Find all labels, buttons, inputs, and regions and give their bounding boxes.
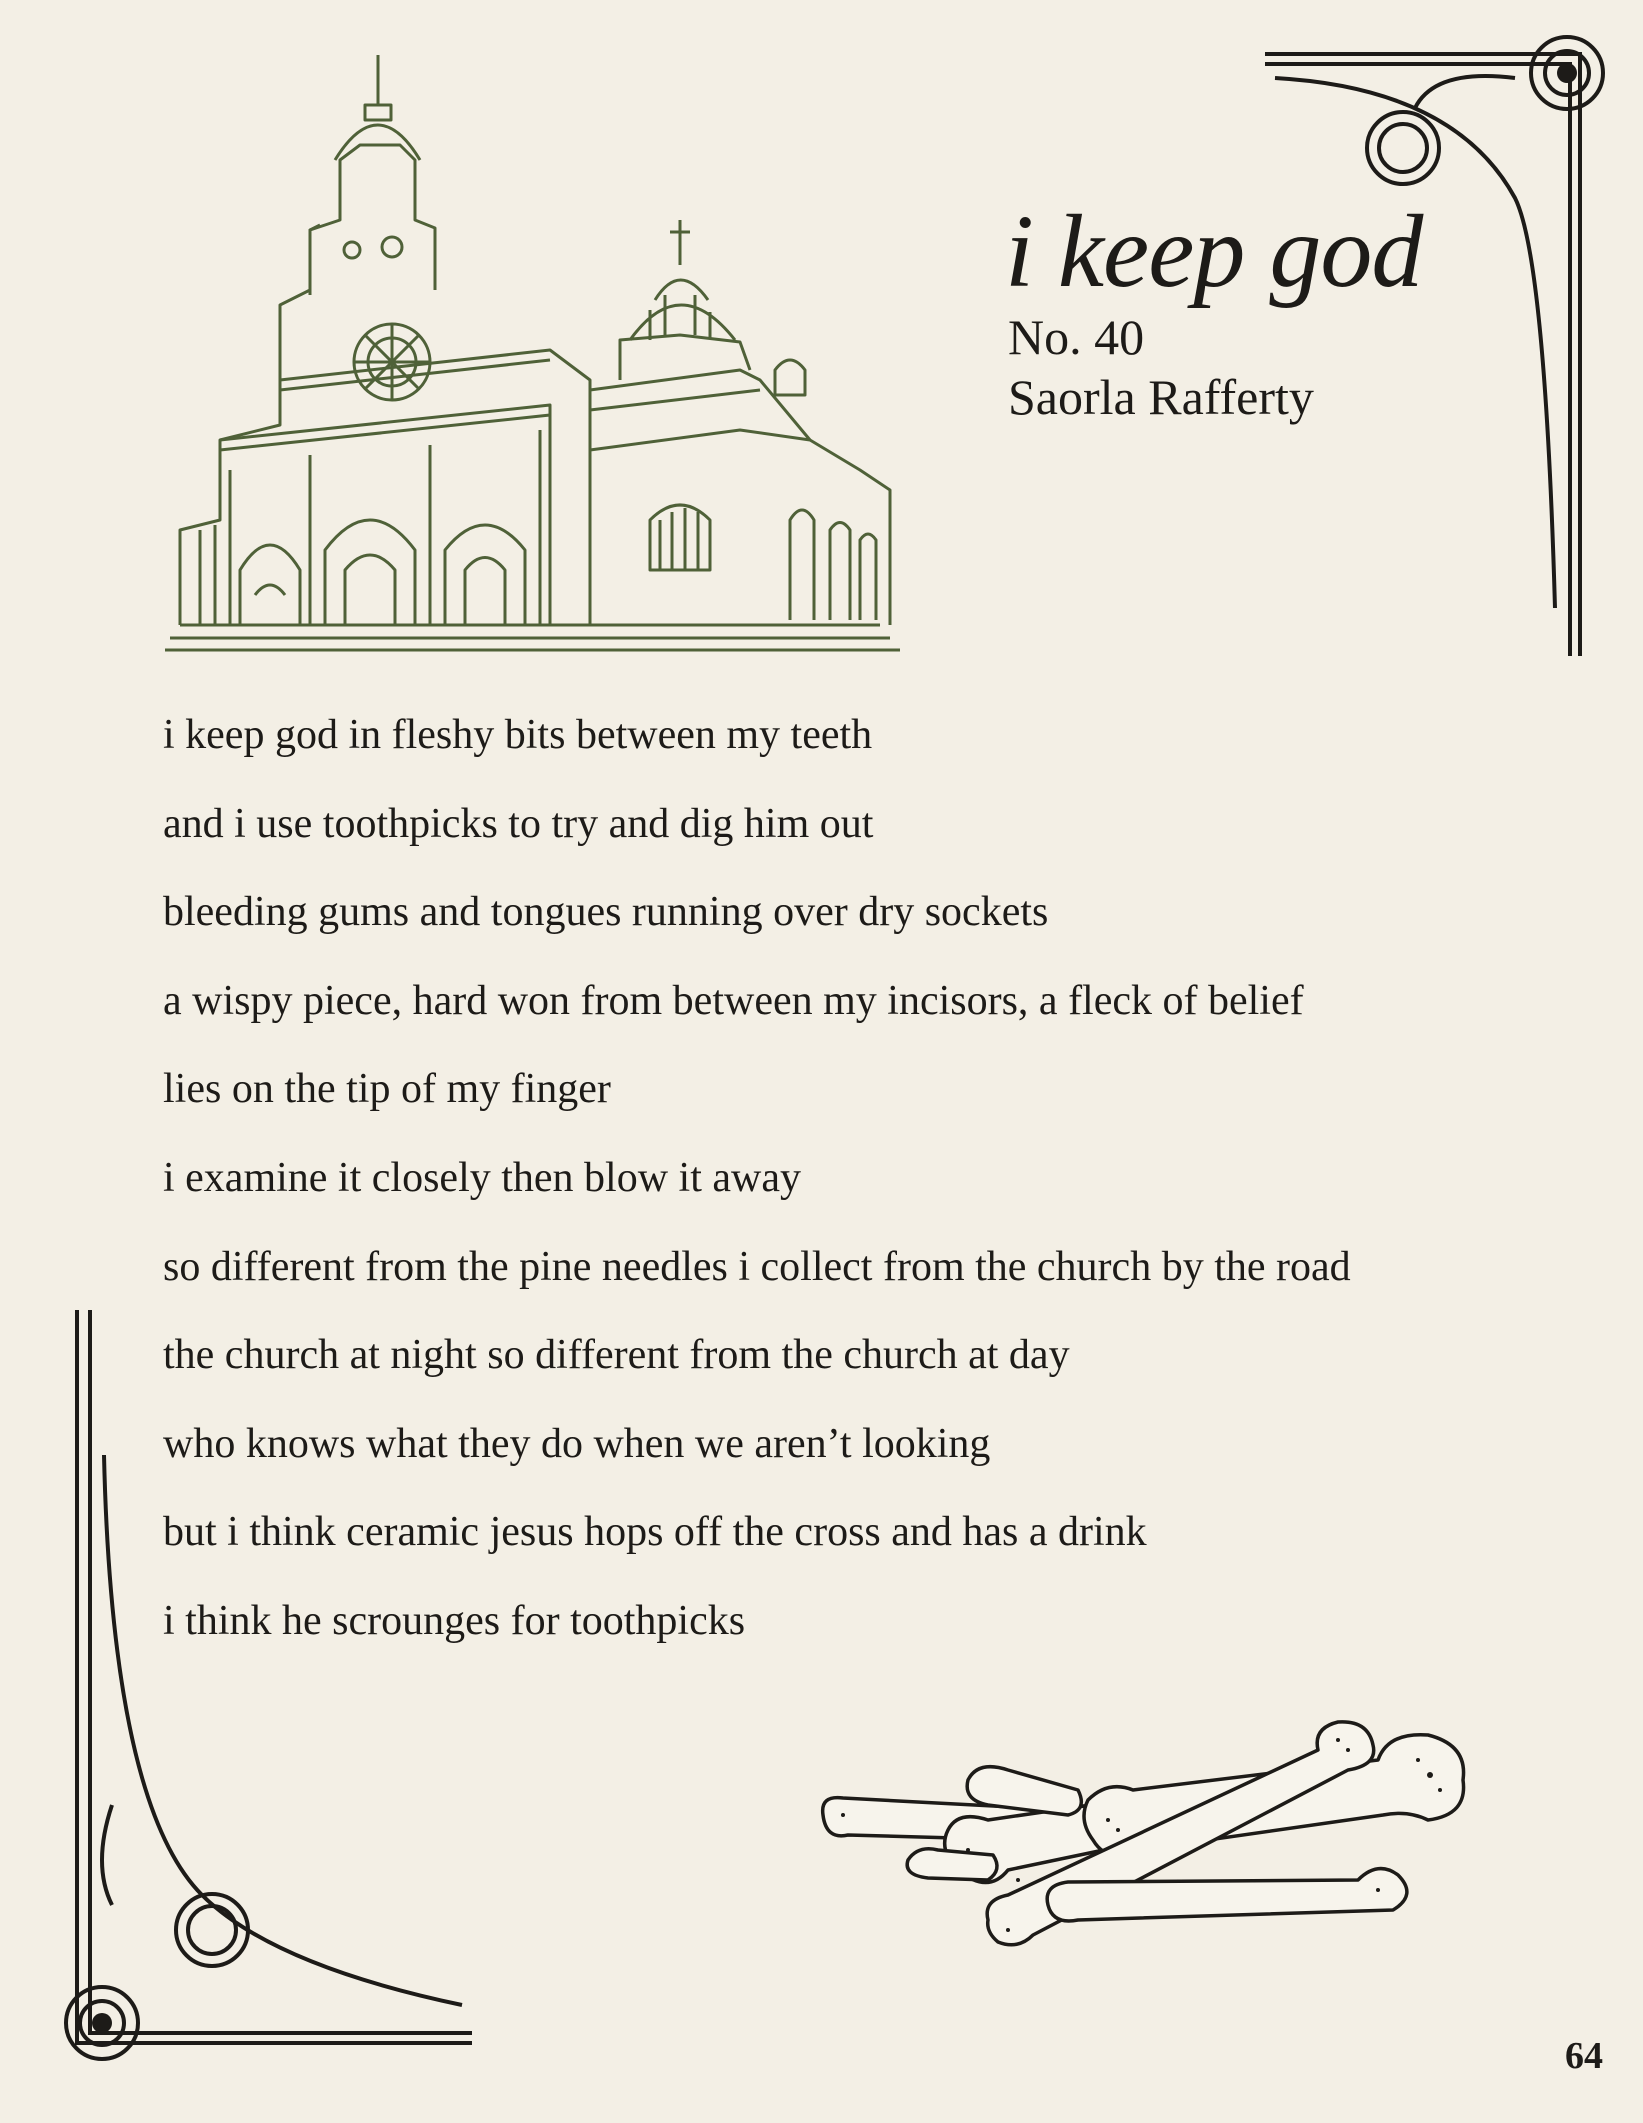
poem-line: and i use toothpicks to try and dig him out — [163, 800, 874, 847]
poem-line: who knows what they do when we aren’t looking — [163, 1420, 991, 1467]
poem-line: but i think ceramic jesus hops off the cross and has a drink — [163, 1509, 1147, 1556]
ornamental-corner-top-right — [1255, 48, 1595, 663]
bones-illustration — [818, 1720, 1483, 1965]
poem-line: a wispy piece, hard won from between my incisors, a fleck of belief — [163, 977, 1304, 1024]
cathedral-illustration — [160, 50, 910, 660]
poem-line: i keep god in fleshy bits between my teeth — [163, 712, 873, 758]
poem-line: i think he scrounges for toothpicks — [163, 1597, 746, 1644]
poem-title: i keep god — [1005, 194, 1423, 309]
poem-body — [163, 705, 1463, 1680]
issue-number: No. 40 — [1008, 309, 1145, 365]
page-number: 64 — [1565, 2035, 1603, 2077]
poem-line: the church at night so different from the church at day — [163, 1332, 1070, 1379]
poem-line: lies on the tip of my finger — [163, 1066, 611, 1113]
poem-line: so different from the pine needles i collect from the church by the road — [163, 1243, 1351, 1290]
author-name: Saorla Rafferty — [1008, 369, 1314, 425]
poem-line: i examine it closely then blow it away — [163, 1154, 801, 1201]
poem-line: bleeding gums and tongues running over dry sockets — [163, 889, 1049, 936]
